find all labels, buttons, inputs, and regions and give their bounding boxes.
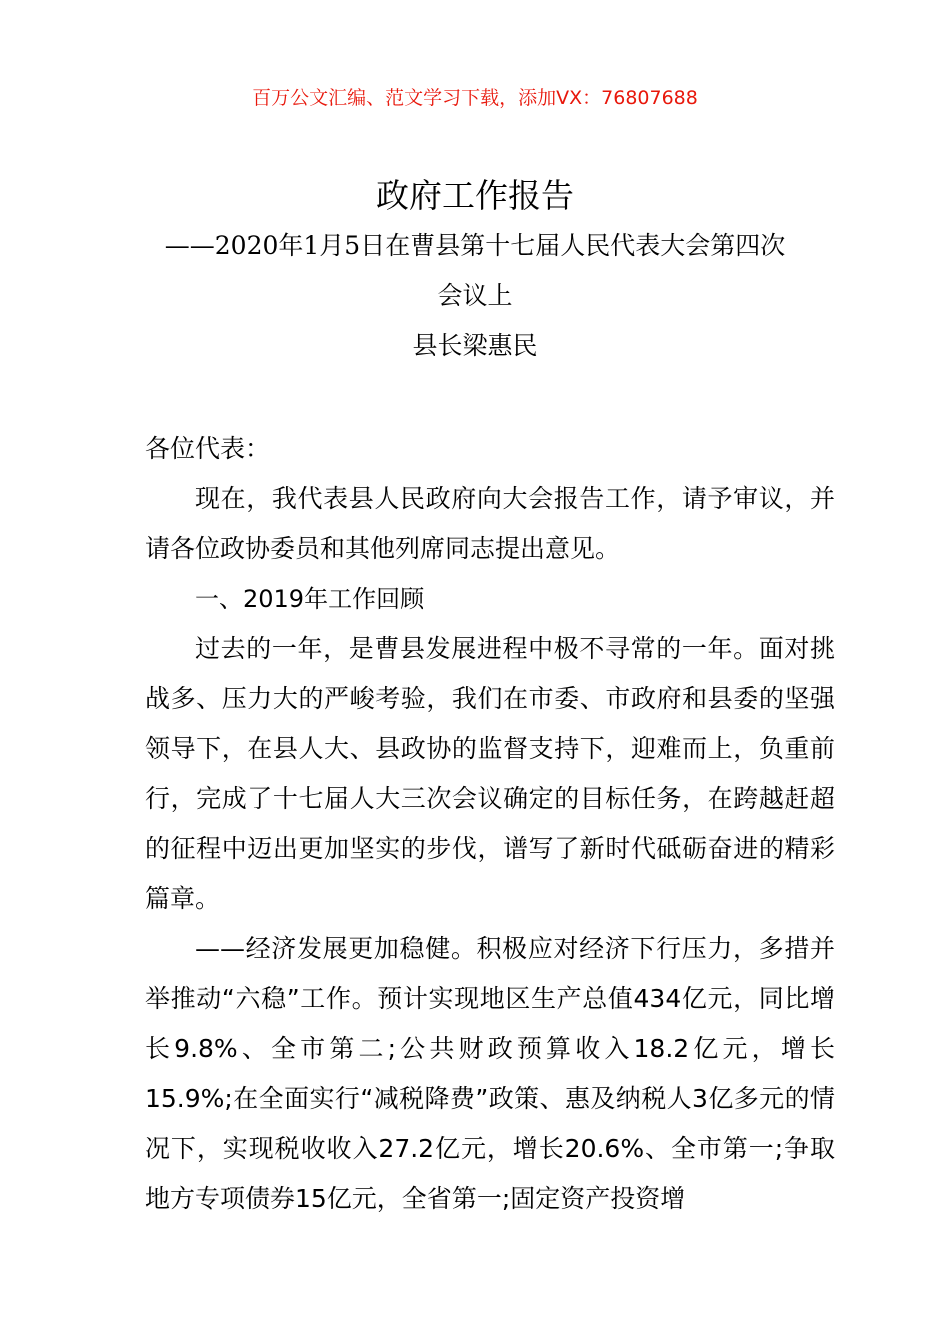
document-body [145, 424, 835, 1224]
document-subtitle-line2: 会议上 [437, 281, 513, 310]
paragraph-economy: ——经济发展更加稳健。积极应对经济下行压力，多措并举推动“六稳”工作。预计实现地区生产总值434亿元，同比增长9.8%、全市第二;公共财政预算收入18.2亿元，增长15.9%;在全面实行“减税降费”政策、惠及纳税人3亿多元的情况下，实现税收收入27.2亿元，增长20.6%、全市第一;争取地方专项债券15亿元，全省第一;固定资产投资增 [145, 934, 835, 1213]
salutation: 各位代表： [145, 434, 271, 463]
section-heading: 一、2019年工作回顾 [195, 585, 425, 613]
document-subtitle-line1: ——2020年1月5日在曹县第十七届人民代表大会第四次 [164, 231, 786, 260]
document-author: 县长梁惠民 [412, 331, 538, 360]
paragraph-intro: 现在，我代表县人民政府向大会报告工作，请予审议，并请各位政协委员和其他列席同志提出意见。 [145, 484, 835, 563]
document-title: 政府工作报告 [376, 176, 574, 215]
paragraph-review: 过去的一年，是曹县发展进程中极不寻常的一年。面对挑战多、压力大的严峻考验，我们在市委、市政府和县委的坚强领导下，在县人大、县政协的监督支持下，迎难而上，负重前行，完成了十七届人大三次会议确定的目标任务，在跨越赶超的征程中迈出更加坚实的步伐，谱写了新时代砥砺奋进的精彩篇章。 [145, 634, 835, 913]
watermark-banner: 百万公文汇编、范文学习下载，添加VX：76807688 [252, 87, 698, 109]
